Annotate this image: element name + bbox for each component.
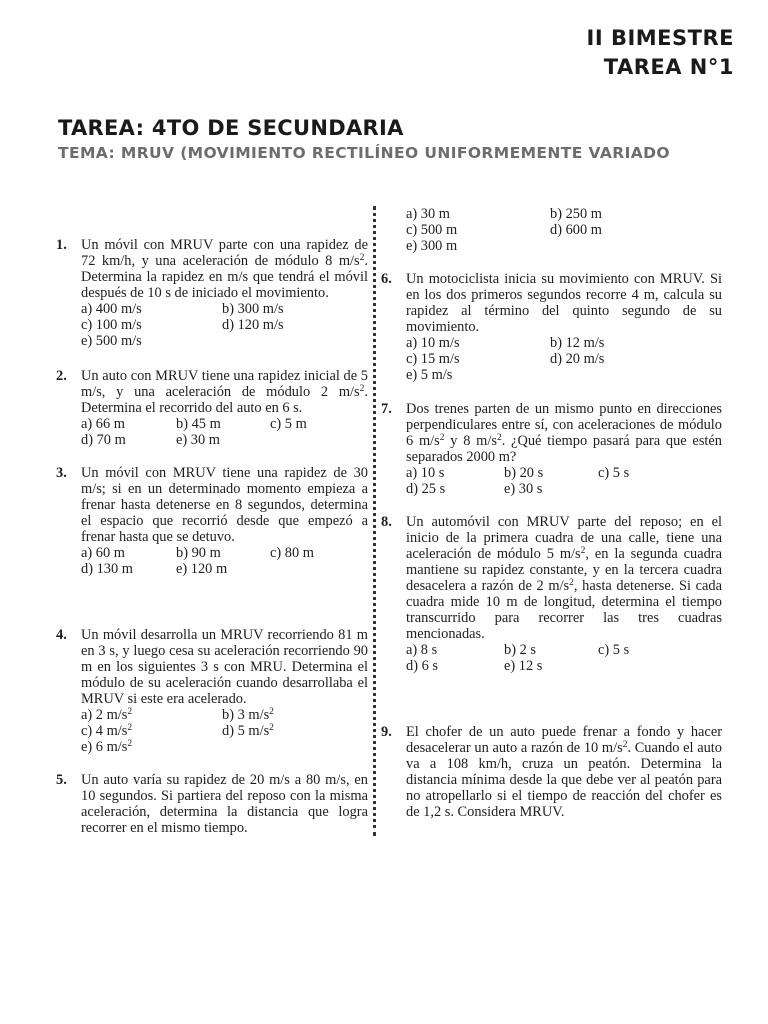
question-text: Un móvil desarrolla un MRUV recorriendo 81 m en 3 s, y luego cesa su aceleración recorriendo 90 m en los siguientes 3 s con MRU. Determina el módulo de su aceleración cuando desarrollaba el MRUV si este era acelerado. (81, 627, 368, 707)
option: d) 25 s (406, 481, 446, 497)
option: e) 6 $m/s^2$ (81, 739, 133, 755)
question-5-options (406, 206, 747, 254)
question-number: 8. (381, 514, 392, 530)
question-number: 4. (56, 627, 67, 643)
bimester-label: II BIMESTRE (586, 26, 734, 50)
question-number: 7. (381, 401, 392, 417)
option: d) 70 m (81, 432, 126, 448)
answer-options (81, 707, 368, 755)
option: a) 2 $m/s^2$ (81, 707, 133, 723)
question-number: 5. (56, 772, 67, 788)
option: c) 500 m (406, 222, 458, 238)
homework-number: TAREA N°1 (603, 55, 734, 79)
page-subtitle: TEMA: MRUV (MOVIMIENTO RECTILÍNEO UNIFORMEMENTE VARIADO (58, 144, 671, 162)
option: a) 10 s (406, 465, 445, 481)
option: a) 60 m (81, 545, 125, 561)
option: a) 10 m/s (406, 335, 460, 351)
column-divider (373, 206, 376, 836)
option: c) 80 m (270, 545, 314, 561)
option: c) 5 m (270, 416, 307, 432)
option: e) 300 m (406, 238, 458, 254)
question-number: 3. (56, 465, 67, 481)
question-number: 6. (381, 271, 392, 287)
option: b) 45 m (176, 416, 221, 432)
option: d) 600 m (550, 222, 602, 238)
answer-options (81, 545, 368, 577)
question-9 (381, 724, 722, 820)
option: c) 100 m/s (81, 317, 142, 333)
question-text: Un móvil con MRUV tiene una rapidez de 30 m/s; si en un determinado momento empieza a frenar hasta detenerse en 8 segundos, determina el espacio que recorrió desde que empezó a frenar hasta que se detuvo. (81, 465, 368, 545)
answer-options (406, 465, 722, 497)
option: d) 5 $m/s^2$ (222, 723, 274, 739)
option: a) 30 m (406, 206, 450, 222)
question-number: 1. (56, 237, 67, 253)
option: b) 2 s (504, 642, 536, 658)
option: b) 3 $m/s^2$ (222, 707, 274, 723)
question-text: Un móvil con MRUV parte con una rapidez de 72 km/h, y una aceleración de módulo 8 $m/s^2$. Determina la rapidez en m/s que tendrá el móvil después de 10 s de iniciado el movimiento. (81, 237, 368, 301)
answer-options (81, 301, 368, 349)
option: d) 130 m (81, 561, 133, 577)
option: e) 30 s (504, 481, 543, 497)
option: e) 5 m/s (406, 367, 453, 383)
answer-options (406, 642, 722, 674)
option: a) 8 s (406, 642, 438, 658)
option: e) 30 m (176, 432, 220, 448)
option: d) 20 m/s (550, 351, 605, 367)
option: c) 4 $m/s^2$ (81, 723, 133, 739)
option: b) 300 m/s (222, 301, 284, 317)
question-8 (381, 514, 722, 674)
option: e) 500 m/s (81, 333, 142, 349)
question-text: Un auto varía su rapidez de 20 m/s a 80 m/s, en 10 segundos. Si partiera del reposo con la misma aceleración, determina la distancia que logra recorrer en el mismo tiempo. (81, 772, 368, 836)
question-1 (56, 237, 368, 349)
answer-options (406, 335, 722, 383)
option: d) 120 m/s (222, 317, 284, 333)
question-7 (381, 401, 722, 497)
page-title: TAREA: 4TO DE SECUNDARIA (58, 116, 404, 140)
option: b) 12 m/s (550, 335, 605, 351)
option: d) 6 s (406, 658, 438, 674)
question-text: Un automóvil con MRUV parte del reposo; en el inicio de la primera cuadra de una calle, tiene una aceleración de módulo 5 $m/s^2$, en la segunda cuadra mantiene su rapidez constante, y en la tercera cuadra desacelera a razón de 2 $m/s^2$, hasta detenerse. Si cada cuadra mide 10 m de longitud, determina el tiempo transcurrido para recorrer las tres cuadras mencionadas. (406, 514, 723, 642)
question-5 (56, 772, 368, 836)
option: a) 400 m/s (81, 301, 142, 317)
option: e) 12 s (504, 658, 543, 674)
option: e) 120 m (176, 561, 228, 577)
question-4 (56, 627, 368, 755)
option: b) 90 m (176, 545, 221, 561)
option: c) 5 s (598, 642, 630, 658)
option: c) 15 m/s (406, 351, 460, 367)
option: b) 250 m (550, 206, 602, 222)
question-text: Un motociclista inicia su movimiento con MRUV. Si en los dos primeros segundos recorre 4 m, calcula su rapidez al término del quinto segundo de su movimiento. (406, 271, 722, 335)
question-number: 2. (56, 368, 67, 384)
question-number: 9. (381, 724, 392, 740)
option: c) 5 s (598, 465, 630, 481)
question-3 (56, 465, 368, 577)
question-6 (381, 271, 722, 383)
answer-options (81, 416, 368, 448)
option: b) 20 s (504, 465, 544, 481)
option: a) 66 m (81, 416, 125, 432)
question-text: Un auto con MRUV tiene una rapidez inicial de 5 m/s, y una aceleración de módulo 2 $m/s^2$. Determina el recorrido del auto en 6 s. (81, 368, 368, 416)
question-text: Dos trenes parten de un mismo punto en direcciones perpendiculares entre sí, con aceleraciones de módulo 6 $m/s^2$ y 8 $m/s^2$. ¿Qué tiempo pasará para que estén separados 2000 m? (406, 401, 723, 465)
question-text: El chofer de un auto puede frenar a fondo y hacer desacelerar un auto a razón de 10 $m/s^2$. Cuando el auto va a 108 km/h, cruza un peatón. Determina la distancia mínima desde la que debe ver al peatón para no atropellarlo si el tiempo de reacción del chofer es de 1,2 s. Considera MRUV. (406, 724, 722, 820)
question-2 (56, 368, 368, 448)
bimester-header (587, 24, 734, 82)
